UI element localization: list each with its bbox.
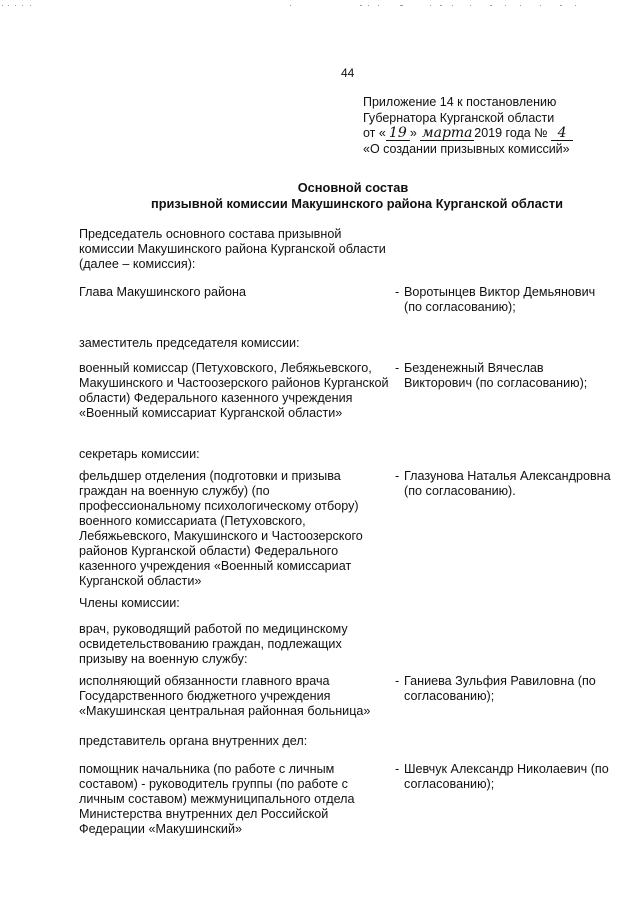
list-item-left: Члены комиссии: [79,596,180,610]
scan-artifact-dots [0,4,640,7]
title-line-2: призывной комиссии Макушинского района Курганской области [151,195,563,211]
list-item-left: военный комиссар (Петуховского, Лебяжьевского, Макушинского и Частоозерского районов Курганской области) Федерального казенного учреждения «Военный комиссариат Курганской области» [79,361,389,420]
list-item-left: фельдшер отделения (подготовки и призыва граждан на военную службу) (по профессиональному психологическому отбору) военного комиссариата (Петуховского, Лебяжьевского, Макушинского и Частоозерского районов Курганской области) Федерального казенного учреждения «Военный комиссариат Курганской области» [79,469,363,588]
list-item-left: Глава Макушинского района [79,285,246,299]
handwritten-number: 4 [551,127,573,141]
handwritten-month: марта [421,125,473,141]
person-name: Безденежный Вячеслав Викторович (по согласованию); [404,361,588,390]
appendix-line-2: Губернатора Курганской области [363,110,555,125]
list-item-right [395,762,615,792]
list-item-left: помощник начальника (по работе с личным составом) - руководитель группы (по работе с личным составом) межмуниципального отдела Министерства внутренних дел Российской Федерации «Макушинский» [79,762,355,836]
person-name: Ганиева Зульфия Равиловна (по согласованию); [404,674,596,703]
appendix-from: от « [363,126,386,140]
dash-marker: - [395,361,400,375]
page-number: 44 [341,66,355,80]
list-item-left: врач, руководящий работой по медицинскому освидетельствованию граждан, подлежащих призыву на военную службу: [79,622,348,666]
appendix-line-4: «О создании призывных комиссий» [363,141,570,156]
document-title [0,180,640,211]
list-item-left: представитель органа внутренних дел: [79,734,308,748]
appendix-line-1: Приложение 14 к постановлению [363,95,557,109]
appendix-line-3 [363,126,573,142]
dash-marker: - [395,674,400,688]
dash-marker: - [395,762,400,776]
person-name: Шевчук Александр Николаевич (по согласованию); [404,762,609,791]
list-item-left: Председатель основного состава призывной комиссии Макушинского района Курганской области (далее – комиссия): [79,227,386,271]
list-item-right [395,285,615,315]
list-item-left: секретарь комиссии: [79,447,200,461]
appendix-header [363,95,573,157]
list-item-right [395,361,615,391]
appendix-year: 2019 года № [474,126,548,140]
list-item-right [395,469,615,499]
list-item-left: заместитель председателя комиссии: [79,336,300,350]
title-line-1: Основной состав [297,180,409,195]
list-item-right [395,674,615,704]
person-name: Воротынцев Виктор Демьянович (по согласованию); [404,285,596,314]
person-name: Глазунова Наталья Александровна (по согласованию). [404,469,611,498]
appendix-quote-close: » [409,126,417,140]
list-item-left: исполняющий обязанности главного врача Государственного бюджетного учреждения «Макушинская центральная районная больница» [79,674,371,718]
dash-marker: - [395,469,400,483]
dash-marker: - [395,285,400,299]
handwritten-day: 19 [386,127,410,141]
